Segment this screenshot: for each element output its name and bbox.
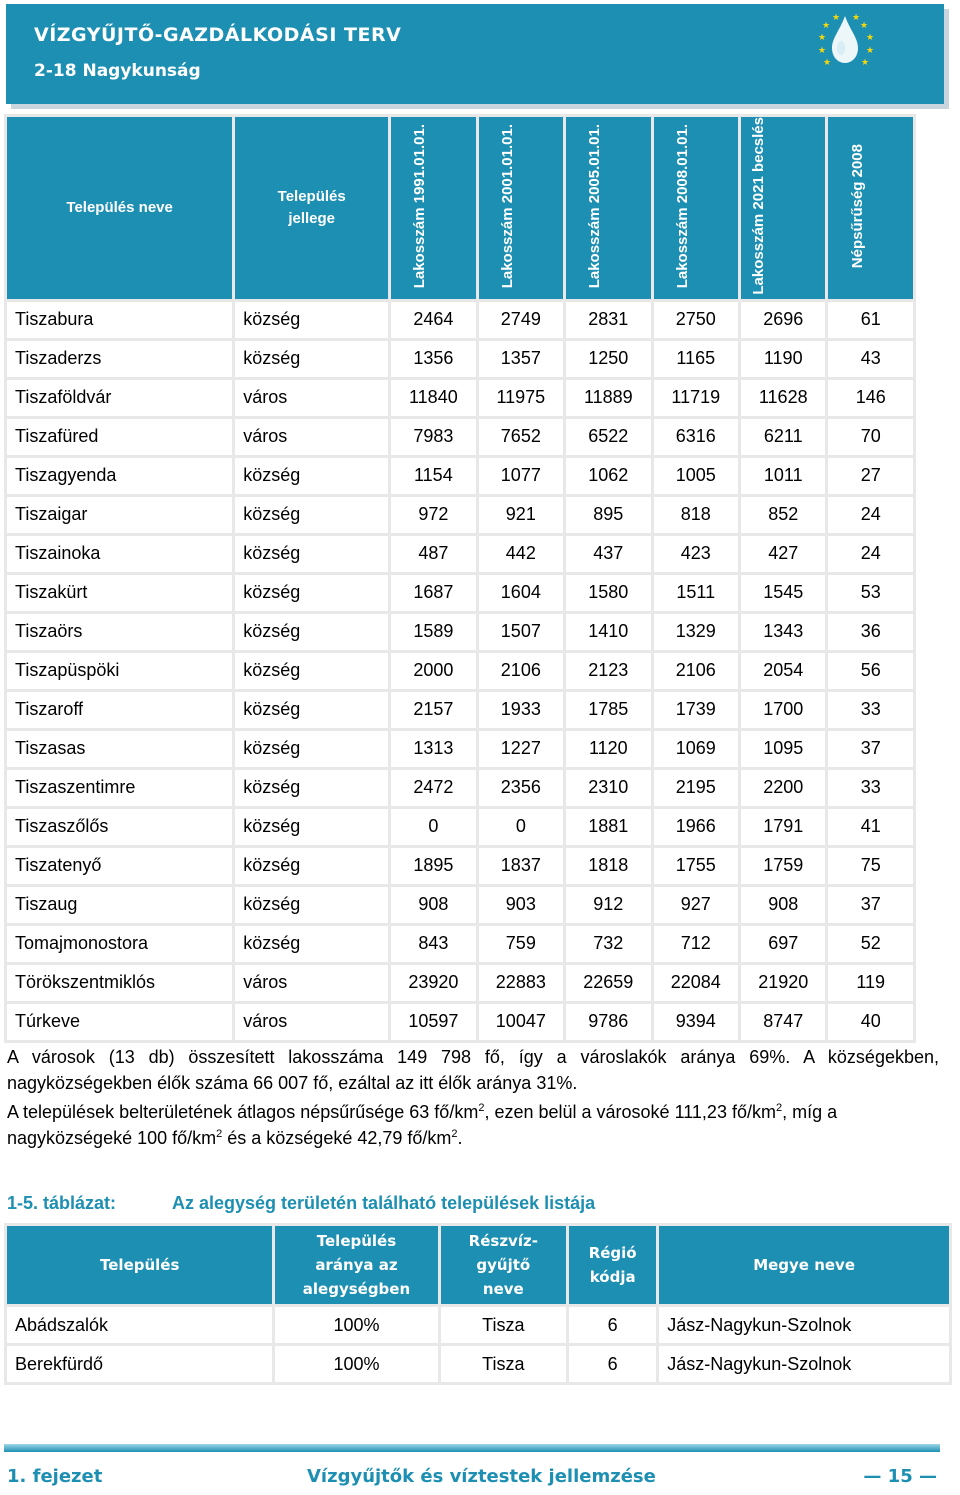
value-cell: 1687 [391, 575, 475, 611]
svg-text:★: ★ [861, 58, 870, 68]
settlement-name-cell: Tiszaroff [7, 692, 232, 728]
settlement-type-cell: község [235, 497, 388, 533]
value-cell: Jász-Nagykun-Szolnok [659, 1307, 949, 1343]
value-cell: 1755 [654, 848, 738, 884]
settlement-type-cell: község [235, 770, 388, 806]
column-header: Népsűrűség 2008 [828, 117, 913, 299]
value-cell: 927 [654, 887, 738, 923]
value-cell: 23920 [391, 965, 475, 1001]
table-row [7, 1004, 913, 1040]
table-row [7, 614, 913, 650]
value-cell: 75 [828, 848, 913, 884]
svg-text:★: ★ [823, 58, 832, 68]
value-cell: 759 [479, 926, 563, 962]
table-row [7, 770, 913, 806]
value-cell: 1507 [479, 614, 563, 650]
settlement-name-cell: Tiszaföldvár [7, 380, 232, 416]
value-cell: 100% [275, 1346, 437, 1382]
settlement-type-cell: község [235, 575, 388, 611]
value-cell: 146 [828, 380, 913, 416]
value-cell: 0 [391, 809, 475, 845]
value-cell: 22883 [479, 965, 563, 1001]
value-cell: 903 [479, 887, 563, 923]
value-cell: 1410 [566, 614, 650, 650]
value-cell: 1120 [566, 731, 650, 767]
value-cell: 1966 [654, 809, 738, 845]
table-row [7, 380, 913, 416]
chapter-label: 1. fejezet [7, 1466, 103, 1487]
settlement-type-cell: község [235, 848, 388, 884]
value-cell: 1343 [741, 614, 825, 650]
value-cell: 908 [391, 887, 475, 923]
value-cell: 100% [275, 1307, 437, 1343]
table-row [7, 302, 913, 338]
table-row [7, 1307, 949, 1343]
value-cell: 437 [566, 536, 650, 572]
table-row [7, 965, 913, 1001]
value-cell: 10047 [479, 1004, 563, 1040]
svg-text:★: ★ [866, 46, 875, 56]
table-row [7, 536, 913, 572]
column-header: Lakosszám 2001.01.01. [479, 117, 563, 299]
settlement-type-cell: község [235, 926, 388, 962]
value-cell: 732 [566, 926, 650, 962]
table-caption [7, 1193, 595, 1214]
table-row [7, 731, 913, 767]
value-cell: 2356 [479, 770, 563, 806]
value-cell: 0 [479, 809, 563, 845]
value-cell: 2472 [391, 770, 475, 806]
table-row [7, 848, 913, 884]
value-cell: 6316 [654, 419, 738, 455]
value-cell: 1069 [654, 731, 738, 767]
document-subtitle: 2-18 Nagykunság [34, 61, 201, 81]
value-cell: 1154 [391, 458, 475, 494]
value-cell: 33 [828, 692, 913, 728]
value-cell: 6 [569, 1307, 656, 1343]
value-cell: 972 [391, 497, 475, 533]
table-row [7, 1346, 949, 1382]
value-cell: 1837 [479, 848, 563, 884]
value-cell: Abádszalók [7, 1307, 272, 1343]
table-row [7, 458, 913, 494]
value-cell: Tisza [441, 1307, 567, 1343]
value-cell: 2750 [654, 302, 738, 338]
value-cell: 10597 [391, 1004, 475, 1040]
value-cell: 1077 [479, 458, 563, 494]
value-cell: 22659 [566, 965, 650, 1001]
value-cell: 43 [828, 341, 913, 377]
settlement-name-cell: Tiszatenyő [7, 848, 232, 884]
value-cell: 895 [566, 497, 650, 533]
value-cell: 7983 [391, 419, 475, 455]
settlement-name-cell: Tiszapüspöki [7, 653, 232, 689]
column-header: Régió kódja [569, 1226, 656, 1304]
settlement-type-cell: község [235, 653, 388, 689]
value-cell: 1011 [741, 458, 825, 494]
settlement-type-cell: város [235, 965, 388, 1001]
value-cell: 697 [741, 926, 825, 962]
settlement-name-cell: Tiszakürt [7, 575, 232, 611]
water-drop-eu-stars-icon [812, 10, 882, 70]
footer-rule [4, 1444, 940, 1452]
settlement-type-cell: község [235, 341, 388, 377]
value-cell: 2106 [654, 653, 738, 689]
value-cell: 1604 [479, 575, 563, 611]
value-cell: 6211 [741, 419, 825, 455]
settlement-type-cell: város [235, 380, 388, 416]
value-cell: 1759 [741, 848, 825, 884]
value-cell: 1895 [391, 848, 475, 884]
settlement-name-cell: Túrkeve [7, 1004, 232, 1040]
value-cell: 7652 [479, 419, 563, 455]
settlement-name-cell: Tiszainoka [7, 536, 232, 572]
table-row [7, 575, 913, 611]
value-cell: 37 [828, 887, 913, 923]
value-cell: 11719 [654, 380, 738, 416]
value-cell: 24 [828, 536, 913, 572]
svg-text:★: ★ [818, 33, 827, 43]
column-header: Lakosszám 2005.01.01. [566, 117, 650, 299]
settlement-type-cell: község [235, 614, 388, 650]
column-header: Lakosszám 2008.01.01. [654, 117, 738, 299]
settlement-name-cell: Tiszaszőlős [7, 809, 232, 845]
value-cell: 1227 [479, 731, 563, 767]
value-cell: 2106 [479, 653, 563, 689]
settlement-type-cell: község [235, 302, 388, 338]
value-cell: 1739 [654, 692, 738, 728]
value-cell: 2464 [391, 302, 475, 338]
table-row [7, 419, 913, 455]
value-cell: 2123 [566, 653, 650, 689]
column-header: Megye neve [659, 1226, 949, 1304]
settlement-name-cell: Tiszabura [7, 302, 232, 338]
column-header: Lakosszám 2021 becslés [741, 117, 825, 299]
settlement-name-cell: Tiszaörs [7, 614, 232, 650]
value-cell: 818 [654, 497, 738, 533]
value-cell: 1545 [741, 575, 825, 611]
settlement-name-cell: Tomajmonostora [7, 926, 232, 962]
value-cell: 912 [566, 887, 650, 923]
value-cell: 52 [828, 926, 913, 962]
value-cell: 70 [828, 419, 913, 455]
value-cell: 36 [828, 614, 913, 650]
settlement-name-cell: Tiszaszentimre [7, 770, 232, 806]
column-header: Település jellege [235, 117, 388, 299]
settlement-type-cell: község [235, 809, 388, 845]
settlement-type-cell: község [235, 731, 388, 767]
table-header-row [7, 117, 913, 299]
value-cell: 921 [479, 497, 563, 533]
table-row [7, 653, 913, 689]
value-cell: 6522 [566, 419, 650, 455]
value-cell: 24 [828, 497, 913, 533]
value-cell: 2157 [391, 692, 475, 728]
settlement-name-cell: Tiszaug [7, 887, 232, 923]
settlement-name-cell: Tiszaigar [7, 497, 232, 533]
svg-text:★: ★ [860, 21, 869, 31]
value-cell: 6 [569, 1346, 656, 1382]
value-cell: 1356 [391, 341, 475, 377]
value-cell: 1329 [654, 614, 738, 650]
value-cell: 11628 [741, 380, 825, 416]
value-cell: 1700 [741, 692, 825, 728]
settlement-type-cell: község [235, 536, 388, 572]
value-cell: 1589 [391, 614, 475, 650]
column-header: Település aránya az alegységben [275, 1226, 437, 1304]
value-cell: 2000 [391, 653, 475, 689]
value-cell: 22084 [654, 965, 738, 1001]
summary-paragraph: A városok (13 db) összesített lakosszáma 149 798 fő, így a városlakók aránya 69%. A községekben, nagyközségekben élők száma 66 007 fő, ezáltal az itt élők aránya 31%. [7, 1047, 939, 1093]
value-cell: 33 [828, 770, 913, 806]
value-cell: 1580 [566, 575, 650, 611]
value-cell: 37 [828, 731, 913, 767]
svg-text:★: ★ [866, 33, 875, 43]
page-footer [7, 1466, 937, 1487]
value-cell: 1818 [566, 848, 650, 884]
value-cell: 442 [479, 536, 563, 572]
value-cell: 487 [391, 536, 475, 572]
value-cell: 1313 [391, 731, 475, 767]
value-cell: 1357 [479, 341, 563, 377]
svg-text:★: ★ [822, 21, 831, 31]
value-cell: 427 [741, 536, 825, 572]
column-header: Település [7, 1226, 272, 1304]
settlements-table [4, 114, 916, 1043]
value-cell: 1190 [741, 341, 825, 377]
svg-text:★: ★ [818, 46, 827, 56]
value-cell: 2310 [566, 770, 650, 806]
settlement-type-cell: város [235, 1004, 388, 1040]
value-cell: 908 [741, 887, 825, 923]
settlement-name-cell: Tiszafüred [7, 419, 232, 455]
column-header: Részvíz- gyűjtő neve [441, 1226, 567, 1304]
chapter-title: Vízgyűjtők és víztestek jellemzése [307, 1466, 656, 1487]
value-cell: 1250 [566, 341, 650, 377]
value-cell: 11975 [479, 380, 563, 416]
value-cell: 2195 [654, 770, 738, 806]
settlement-name-cell: Törökszentmiklós [7, 965, 232, 1001]
value-cell: 1785 [566, 692, 650, 728]
table-row [7, 692, 913, 728]
value-cell: 2749 [479, 302, 563, 338]
table-row [7, 809, 913, 845]
value-cell: Jász-Nagykun-Szolnok [659, 1346, 949, 1382]
settlement-type-cell: község [235, 458, 388, 494]
value-cell: 2200 [741, 770, 825, 806]
settlement-type-cell: község [235, 887, 388, 923]
density-paragraph: A települések belterületének átlagos népsűrűsége 63 $fő/km^2$, ezen belül a városoké 111,23 $fő/km^2$, míg a nagyközségeké 100 $fő/km^2$ és a községeké 42,79 $fő/km^2$. [7, 1102, 838, 1148]
value-cell: 1933 [479, 692, 563, 728]
value-cell: 1062 [566, 458, 650, 494]
table-row [7, 497, 913, 533]
value-cell: 1005 [654, 458, 738, 494]
svg-text:★: ★ [832, 13, 841, 23]
column-header: Lakosszám 1991.01.01. [391, 117, 475, 299]
value-cell: 40 [828, 1004, 913, 1040]
value-cell: 53 [828, 575, 913, 611]
settlement-type-cell: város [235, 419, 388, 455]
table-row [7, 926, 913, 962]
document-title: VÍZGYŰJTŐ-GAZDÁLKODÁSI TERV [34, 24, 402, 46]
value-cell: Berekfürdő [7, 1346, 272, 1382]
value-cell: 1511 [654, 575, 738, 611]
settlement-name-cell: Tiszaderzs [7, 341, 232, 377]
value-cell: 852 [741, 497, 825, 533]
settlement-type-cell: község [235, 692, 388, 728]
value-cell: 11840 [391, 380, 475, 416]
column-header: Település neve [7, 117, 232, 299]
value-cell: 1791 [741, 809, 825, 845]
header-banner [6, 4, 944, 104]
settlement-name-cell: Tiszagyenda [7, 458, 232, 494]
value-cell: 843 [391, 926, 475, 962]
value-cell: 1165 [654, 341, 738, 377]
value-cell: 9786 [566, 1004, 650, 1040]
value-cell: 119 [828, 965, 913, 1001]
value-cell: 11889 [566, 380, 650, 416]
value-cell: 9394 [654, 1004, 738, 1040]
caption-label: 1-5. táblázat: [7, 1193, 117, 1213]
value-cell: 27 [828, 458, 913, 494]
value-cell: 8747 [741, 1004, 825, 1040]
value-cell: 21920 [741, 965, 825, 1001]
svg-text:★: ★ [852, 13, 861, 23]
value-cell: 2696 [741, 302, 825, 338]
value-cell: 1095 [741, 731, 825, 767]
value-cell: 423 [654, 536, 738, 572]
value-cell: 41 [828, 809, 913, 845]
value-cell: 2831 [566, 302, 650, 338]
value-cell: 61 [828, 302, 913, 338]
table-header-row [7, 1226, 949, 1304]
value-cell: 56 [828, 653, 913, 689]
caption-text: Az alegység területén található települések listája [172, 1193, 596, 1213]
table-row [7, 887, 913, 923]
value-cell: 712 [654, 926, 738, 962]
value-cell: 2054 [741, 653, 825, 689]
value-cell: Tisza [441, 1346, 567, 1382]
value-cell: 1881 [566, 809, 650, 845]
table-row [7, 341, 913, 377]
subunit-settlements-table [4, 1223, 952, 1385]
settlement-name-cell: Tiszasas [7, 731, 232, 767]
page-number: — 15 — [863, 1466, 937, 1487]
